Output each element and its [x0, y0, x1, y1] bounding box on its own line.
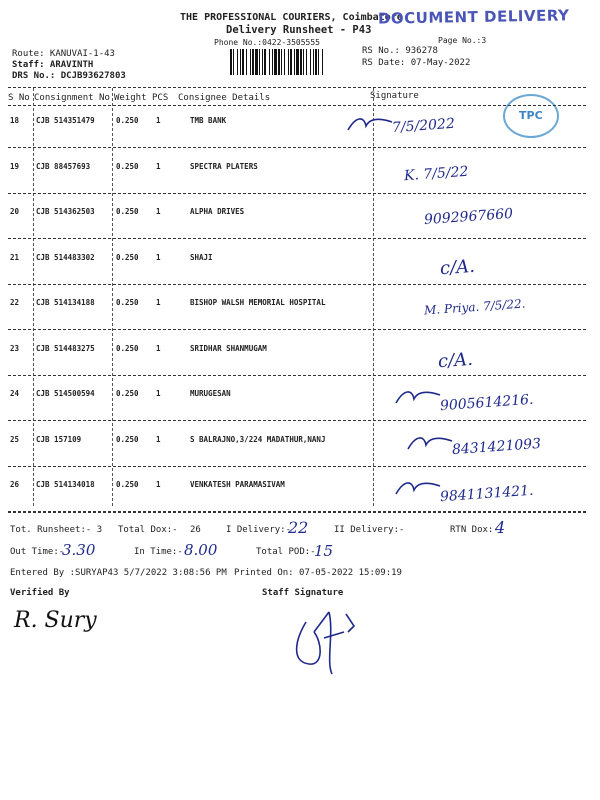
row-consignment: CJB 514134018	[36, 480, 95, 489]
row-consignment: CJB 88457693	[36, 161, 91, 171]
i-delivery-value: 22	[288, 518, 309, 537]
row-consignee: MURUGESAN	[190, 389, 231, 398]
row-pcs: 1	[156, 389, 161, 398]
row-signature: 9092967660	[423, 205, 514, 229]
row-sno: 21	[10, 252, 20, 262]
row-consignment: CJB 514351479	[36, 116, 95, 125]
rtn-dox-label: RTN Dox:-	[450, 525, 499, 535]
total-dox-value: 26	[190, 525, 201, 535]
in-time-value: 8.00	[184, 541, 218, 559]
row-weight: 0.250	[116, 298, 139, 307]
company-name: THE PROFESSIONAL COURIERS, Coimbatore	[180, 12, 403, 23]
row-consignee: SRIDHAR SHANMUGAM	[190, 343, 267, 353]
row-weight: 0.250	[116, 480, 139, 489]
total-dox-label: Total Dox:-	[118, 525, 178, 535]
row-consignment: CJB 514500594	[36, 389, 95, 398]
row-weight: 0.250	[116, 434, 139, 444]
entered-by: Entered By :SURYAP43 5/7/2022 3:08:56 PM	[10, 568, 227, 578]
row-signature: 9005614216.	[439, 391, 534, 415]
verifier-signature: R. Sury	[14, 608, 97, 633]
row-weight: 0.250	[116, 389, 139, 398]
row-sno: 25	[10, 434, 20, 444]
row-signature: c/A.	[439, 255, 476, 279]
row-pcs: 1	[156, 434, 161, 444]
staff-name: Staff: ARAVINTH	[12, 60, 94, 70]
row-pcs: 1	[156, 480, 161, 489]
verified-by-label: Verified By	[10, 588, 70, 598]
row-consignment: CJB 514483302	[36, 252, 95, 262]
signature-scribble	[346, 114, 396, 134]
row-sno: 26	[10, 480, 20, 489]
row-consignee: BISHOP WALSH MEMORIAL HOSPITAL	[190, 298, 326, 307]
row-pcs: 1	[156, 161, 161, 171]
row-weight: 0.250	[116, 161, 139, 171]
ii-delivery-label: II Delivery:-	[334, 525, 405, 535]
row-weight: 0.250	[116, 116, 139, 125]
row-pcs: 1	[156, 116, 161, 125]
row-rule	[8, 466, 586, 467]
rtn-dox-value: 4	[495, 518, 506, 537]
row-pcs: 1	[156, 343, 161, 353]
col-sno: S No	[8, 93, 30, 103]
row-signature: 7/5/2022	[391, 115, 456, 137]
route: Route: KANUVAI-1-43	[12, 49, 115, 59]
printed-on: Printed On: 07-05-2022 15:09:19	[234, 568, 402, 578]
header-top-rule	[8, 87, 586, 88]
row-consignment: CJB 514134188	[36, 298, 95, 307]
row-sno: 23	[10, 343, 20, 353]
signature-scribble	[394, 478, 444, 498]
out-time-label: Out Time:-	[10, 547, 65, 557]
staff-signature-scribble	[284, 602, 374, 682]
row-rule	[8, 329, 586, 330]
col-divider	[112, 88, 113, 506]
row-consignment: CJB 514362503	[36, 207, 95, 216]
total-pod-value: 15	[314, 542, 334, 560]
row-rule	[8, 193, 586, 194]
rs-number: RS No.: 936278	[362, 46, 438, 56]
row-consignee: VENKATESH PARAMASIVAM	[190, 480, 285, 489]
row-signature: K. 7/5/22	[403, 163, 469, 184]
row-consignee: TMB BANK	[190, 116, 227, 125]
document-delivery-stamp: DOCUMENT DELIVERY	[377, 6, 570, 28]
signature-scribble	[406, 433, 456, 453]
total-pod-label: Total POD:-	[256, 547, 316, 557]
phone-number: Phone No.:0422-3505555	[214, 38, 320, 47]
row-rule	[8, 147, 586, 148]
sheet-title: Delivery Runsheet - P43	[226, 24, 372, 36]
col-divider	[373, 88, 374, 506]
row-pcs: 1	[156, 298, 161, 307]
row-pcs: 1	[156, 252, 161, 262]
row-consignment: CJB 514483275	[36, 343, 95, 353]
row-rule	[8, 238, 586, 239]
rs-date: RS Date: 07-May-2022	[362, 58, 471, 68]
staff-signature-label: Staff Signature	[262, 588, 344, 598]
page-number: Page No.:3	[438, 36, 487, 45]
row-consignee: ALPHA DRIVES	[190, 207, 245, 216]
row-consignment: CJB 157109	[36, 434, 82, 444]
row-pcs: 1	[156, 207, 161, 216]
row-signature: c/A.	[437, 348, 474, 372]
row-sno: 18	[10, 116, 20, 125]
row-sno: 22	[10, 298, 20, 307]
row-sno: 24	[10, 389, 20, 398]
row-sno: 20	[10, 207, 20, 216]
total-runsheet: Tot. Runsheet:- 3	[10, 525, 103, 535]
row-signature: M. Priya. 7/5/22.	[423, 296, 526, 318]
row-signature: 9841131421.	[439, 482, 534, 506]
col-details: Consignee Details	[178, 93, 271, 103]
barcode-icon	[230, 49, 325, 75]
col-divider	[33, 88, 34, 506]
col-signature: Signature	[370, 91, 419, 101]
col-consignment: Consignment No	[34, 93, 110, 103]
row-sno: 19	[10, 161, 20, 171]
header-bottom-rule	[8, 105, 586, 106]
row-rule	[8, 284, 586, 285]
row-rule	[8, 375, 586, 376]
out-time-value: 3.30	[62, 541, 96, 559]
col-pcs: PCS	[152, 93, 169, 103]
i-delivery-label: I Delivery:-	[226, 525, 292, 535]
row-consignee: SPECTRA PLATERS	[190, 161, 258, 171]
row-consignee: S BALRAJNO,3/224 MADATHUR,NANJ	[190, 434, 326, 444]
row-weight: 0.250	[116, 207, 139, 216]
col-weight: Weight	[114, 93, 147, 103]
drs-number: DRS No.: DCJB93627803	[12, 71, 126, 81]
row-weight: 0.250	[116, 252, 139, 262]
row-rule	[8, 420, 586, 421]
row-consignee: SHAJI	[190, 252, 213, 262]
company-seal: TPC	[503, 94, 559, 138]
row-weight: 0.250	[116, 343, 139, 353]
table-bottom-rule	[8, 512, 586, 513]
signature-scribble	[394, 387, 444, 407]
row-signature: 8431421093	[451, 435, 542, 458]
in-time-label: In Time:-	[134, 547, 183, 557]
